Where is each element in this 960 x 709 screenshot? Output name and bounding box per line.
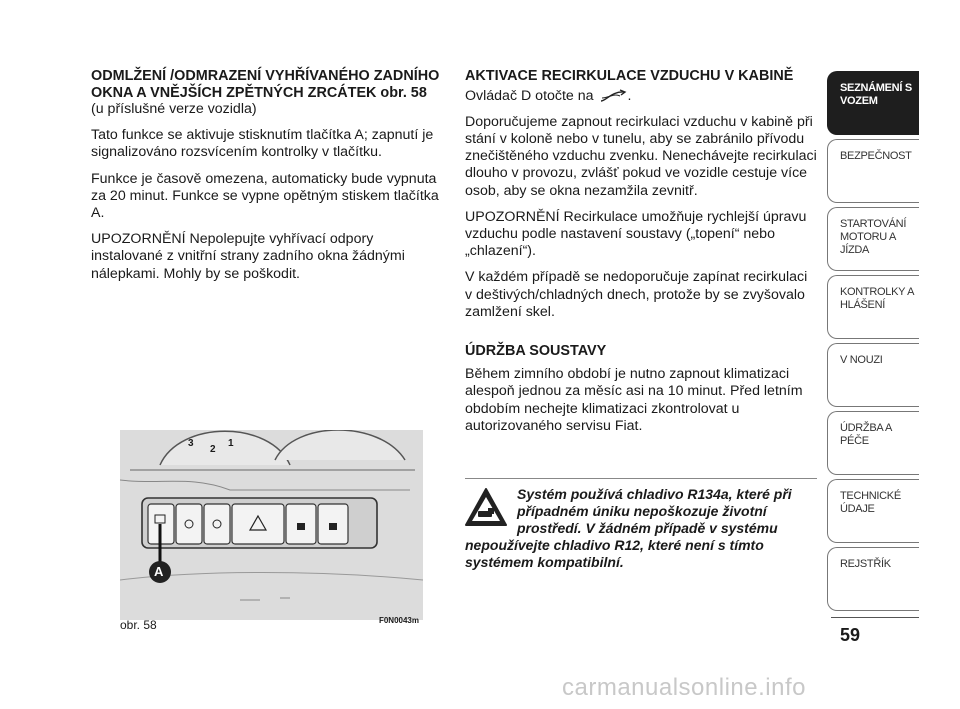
paragraph: Tato funkce se aktivuje stisknutím tlačítka A; zapnutí je signalizováno rozsvícením kontrolky v tlačítku. <box>91 127 434 161</box>
warning-note: UPOZORNĚNÍ Recirkulace umožňuje rychlejší úpravu vzduchu podle nastavení soustavy („topení“ nebo „chlazení“). <box>465 208 807 260</box>
chapter-tabs <box>827 71 919 615</box>
callout-label: A <box>154 564 164 579</box>
paragraph: V každém případě se nedoporučuje zapínat recirkulaci v deštivých/chladných dnech, protože by se zvyšovalo zamlžení skel. <box>465 269 808 320</box>
paragraph: Funkce je časově omezena, automaticky bude vypnuta za 20 minut. Funkce se vypne opětným stiskem tlačítka A. <box>91 170 439 222</box>
section-heading-defrost: ODMLŽENÍ /ODMRAZENÍ VYHŘÍVANÉHO ZADNÍHO OKNA A VNĚJŠÍCH ZPĚTNÝCH ZRCÁTEK obr. 58 <box>91 68 440 101</box>
warning-text: Systém používá chladivo R134a, které při případném úniku nepoškozuje životní prostředí. V žádném případě v systému nepoužívejte chladivo R12, které není s tímto systémem kompatibilní. <box>465 486 792 570</box>
section-heading-recirculation: AKTIVACE RECIRKULACE VZDUCHU V KABINĚ <box>465 68 794 84</box>
figure-code: F0N0043m <box>378 616 419 625</box>
watermark: carmanualsonline.info <box>562 674 806 701</box>
tab-startovani[interactable]: STARTOVÁNÍ MOTORU A JÍZDA <box>827 207 919 271</box>
dashboard-illustration <box>120 430 423 620</box>
dashboard-figure <box>120 430 423 620</box>
tab-bezpecnost[interactable]: BEZPEČNOST <box>827 139 919 203</box>
paragraph-text: . <box>627 87 632 104</box>
warning-divider <box>465 478 817 479</box>
tab-rejstrik[interactable]: REJSTŘÍK <box>827 547 919 611</box>
tab-technicke[interactable]: TECHNICKÉ ÚDAJE <box>827 479 919 543</box>
tab-seznameni[interactable]: SEZNÁMENÍ S VOZEM <box>827 71 919 135</box>
paragraph: Doporučujeme zapnout recirkulaci vzduchu v kabině při stání v koloně nebo v tunelu, aby se zabránilo přívodu znečištěného vzduchu zvenku. Nenechávejte recirkulaci dlouho v provozu, zvlášť pokud ve vozidle cestuje více osob, aby se okna nezamžila zevnitř. <box>465 113 817 199</box>
paragraph <box>465 88 817 105</box>
section-heading-maintenance: ÚDRŽBA SOUSTAVY <box>465 342 607 359</box>
paragraph-text: Ovládač D otočte na <box>465 87 594 104</box>
warning-box <box>465 486 817 571</box>
recirculation-icon <box>598 89 628 103</box>
figure-label: obr. 58 <box>120 618 157 632</box>
dial-number: 2 <box>210 444 216 455</box>
version-note: (u příslušné verze vozidla) <box>91 101 257 117</box>
tab-v-nouzi[interactable]: V NOUZI <box>827 343 919 407</box>
dial-number: 3 <box>188 438 194 449</box>
warning-note: UPOZORNĚNÍ Nepolepujte vyhřívací odpory instalované z vnitřní strany zadního okna žádnými nálepkami. Mohly by se poškodit. <box>91 231 405 282</box>
page-number: 59 <box>840 625 861 645</box>
right-column <box>465 68 817 444</box>
tab-udrzba[interactable]: ÚDRŽBA A PÉČE <box>827 411 919 475</box>
left-column <box>91 68 441 292</box>
figure-caption <box>120 618 423 634</box>
paragraph: Během zimního období je nutno zapnout klimatizaci alespoň jednou za měsíc asi na 10 minut. Před letním obdobím nechejte klimatizaci zkontrolovat u autorizovaného servisu Fiat. <box>465 366 803 434</box>
page-divider <box>831 617 919 618</box>
tab-kontrolky[interactable]: KONTROLKY A HLÁŠENÍ <box>827 275 919 339</box>
dial-number: 1 <box>228 438 234 449</box>
